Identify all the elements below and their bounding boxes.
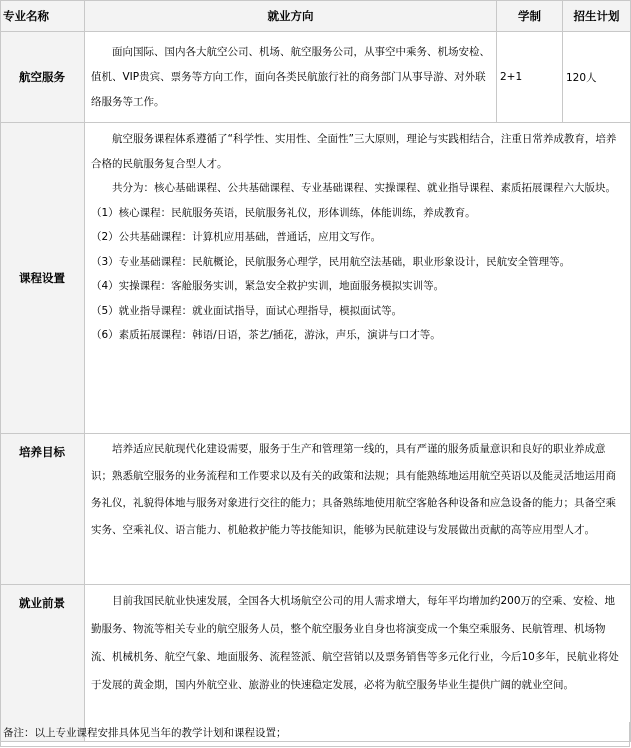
row-label-prospects: 就业前景 — [1, 585, 85, 742]
course-item: （2）公共基础课程：计算机应用基础，普通话，应用文写作。 — [91, 231, 382, 243]
header-enrollment: 招生计划 — [563, 1, 631, 32]
courses-intro: 航空服务课程体系遵循了“科学性、实用性、全面性”三大原则，理论与实践相结合，注重日常养成教育，培养合格的民航服务复合型人才。 — [91, 133, 617, 170]
service-enrollment: 120人 — [563, 32, 631, 123]
course-item: （6）素质拓展课程：韩语/日语，茶艺/插花，游泳，声乐，演讲与口才等。 — [91, 329, 441, 341]
header-major: 专业名称 — [1, 1, 85, 32]
service-years: 2+1 — [497, 32, 563, 123]
courses-summary: 共分为：核心基础课程、公共基础课程、专业基础课程、实操课程、就业指导课程、素质拓展课程六大版块。 — [112, 182, 616, 194]
row-label-courses: 课程设置 — [1, 123, 85, 434]
prospects-content — [85, 585, 631, 742]
course-item: （5）就业指导课程：就业面试指导，面试心理指导，模拟面试等。 — [91, 304, 403, 317]
header-direction: 就业方向 — [85, 1, 497, 32]
course-item: （1）核心课程：民航服务英语，民航服务礼仪，形体训练，体能训练，养成教育。 — [91, 206, 476, 219]
row-label-service: 航空服务 — [1, 32, 85, 123]
row-label-goals: 培养目标 — [1, 434, 85, 585]
course-item: （3）专业基础课程：民航概论，民航服务心理学，民用航空法基础，职业形象设计，民航安全管理等。 — [91, 255, 571, 268]
header-years: 学制 — [497, 1, 563, 32]
service-direction-text — [85, 32, 497, 123]
service-direction-paragraph: 面向国际、国内各大航空公司、机场、航空服务公司，从事空中乘务、机场安检、值机、VIP贵宾、票务等方向工作，面向各类民航旅行社的商务部门从事导游、对外联络服务等工作。 — [91, 45, 490, 108]
table-row — [1, 434, 631, 585]
goals-content — [85, 434, 631, 585]
course-item: （4）实操课程：客舱服务实训，紧急安全救护实训，地面服务模拟实训等。 — [91, 280, 445, 292]
prospects-paragraph: 目前我国民航业快速发展，全国各大机场航空公司的用人需求增大，每年平均增加约200万的空乘、安检、地勤服务、物流等相关专业的航空服务人员，整个航空服务业自身也将演变成一个集空乘服务、民航管理、机场物流、机械机务、航空气象、地面服务、流程签派、航空营销以及票务销售等多元化行业，今后10多年，民航业将处于发展的黄金期，国内外航空业、旅游业的快速稳定发展，必将为航空服务毕业生提供广阔的就业空间。 — [91, 595, 619, 691]
table-row — [1, 585, 631, 742]
table-header-row — [1, 1, 631, 32]
table-row — [1, 32, 631, 123]
courses-content — [85, 123, 631, 434]
goals-paragraph: 培养适应民航现代化建设需要，服务于生产和管理第一线的，具有严谨的服务质量意识和良好的职业养成意识；熟悉航空服务的业务流程和工作要求以及有关的政策和法规；具有能熟练地运用航空英语以及能灵活地运用商务礼仪，礼貌得体地与服务对象进行交往的能力；具备熟练地使用航空客舱各种设备和应急设备的能力；具备空乘实务、空乘礼仪、语言能力、机舱救护能力等技能知识，能够为民航建设与发展做出贡献的高等应用型人才。 — [91, 443, 616, 536]
footnote: 备注：以上专业课程安排具体见当年的教学计划和课程设置； — [0, 722, 630, 747]
table-row — [1, 123, 631, 434]
